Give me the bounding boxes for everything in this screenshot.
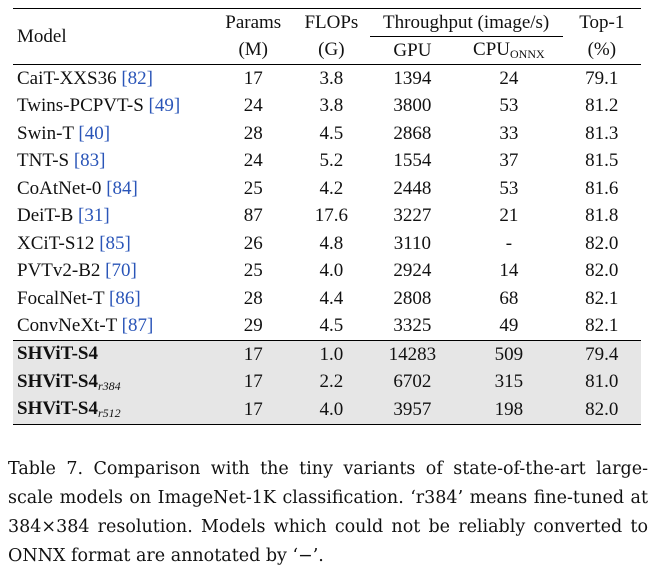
header-cpu <box>455 37 562 65</box>
resolution-subscript: r512 <box>97 406 121 421</box>
flops-cell: 4.5 <box>319 122 344 144</box>
params-cell: 25 <box>243 260 263 282</box>
flops-cell: 4.8 <box>319 232 344 254</box>
header-flops: FLOPs <box>304 11 359 33</box>
model-cell <box>13 93 213 121</box>
top1-cell: 82.0 <box>585 232 619 254</box>
gpu-cell: 3800 <box>393 95 432 117</box>
flops-cell: 4.2 <box>319 177 344 199</box>
model-name: TNT-S <box>17 150 74 172</box>
model-cell <box>13 230 213 258</box>
flops-cell: 4.0 <box>293 396 370 424</box>
citation-link: [87] <box>121 315 154 337</box>
cpu-cell: 24 <box>499 67 519 89</box>
header-top1: Top-1 <box>579 11 625 33</box>
gpu-cell: 3957 <box>370 396 455 424</box>
model-cell <box>13 258 213 286</box>
cpu-cell: 509 <box>455 341 562 369</box>
top1-cell: 81.2 <box>585 95 619 117</box>
model-cell <box>13 203 213 231</box>
model-name: SHViT-S4 <box>17 398 98 420</box>
header-params-unit: (M) <box>238 39 268 61</box>
table-row <box>13 120 641 148</box>
model-name: SHViT-S4 <box>17 370 98 392</box>
model-cell <box>13 369 213 397</box>
gpu-cell: 3325 <box>393 315 432 337</box>
cpu-cell: 21 <box>499 205 519 227</box>
params-cell: 24 <box>243 95 263 117</box>
model-name: CaiT-XXS36 <box>17 67 122 89</box>
header-model: Model <box>17 25 67 47</box>
top1-cell: 82.1 <box>585 315 619 337</box>
model-cell <box>13 148 213 176</box>
table-row <box>13 175 641 203</box>
model-name: Twins-PCPVT-S <box>17 95 149 117</box>
citation-link: [40] <box>78 122 111 144</box>
top1-cell: 82.1 <box>585 287 619 309</box>
cpu-cell: 33 <box>499 122 519 144</box>
model-name: Swin-T <box>17 122 79 144</box>
gpu-cell: 14283 <box>370 341 455 369</box>
citation-link: [84] <box>106 177 138 199</box>
citation-link: [82] <box>121 67 153 89</box>
top1-cell: 82.0 <box>563 396 641 424</box>
bottom-rule <box>13 424 641 425</box>
top1-cell: 82.0 <box>585 260 619 282</box>
gpu-cell: 2448 <box>393 177 432 199</box>
flops-cell: 4.4 <box>319 287 344 309</box>
flops-cell: 1.0 <box>293 341 370 369</box>
citation-link: [83] <box>73 150 106 172</box>
header-gpu: GPU <box>393 39 432 61</box>
header-params: Params <box>225 11 282 33</box>
header-throughput: Throughput (image/s) <box>370 9 563 37</box>
cpu-cell: 14 <box>499 260 519 282</box>
model-name: DeiT-B <box>17 205 79 227</box>
model-name: ConvNeXt-T <box>17 315 122 337</box>
gpu-cell: 1394 <box>393 67 432 89</box>
cpu-cell: - <box>505 232 513 254</box>
gpu-cell: 2924 <box>393 260 432 282</box>
cpu-cell: 53 <box>499 177 519 199</box>
header-cpu-label: CPU <box>473 39 511 60</box>
table-row <box>13 313 641 341</box>
table-row-ours <box>13 341 641 369</box>
table-row <box>13 148 641 176</box>
flops-cell: 2.2 <box>293 369 370 397</box>
table-row <box>13 93 641 121</box>
params-cell: 26 <box>243 232 263 254</box>
params-cell: 24 <box>243 150 263 172</box>
gpu-cell: 2868 <box>393 122 432 144</box>
citation-link: [31] <box>78 205 110 227</box>
params-cell: 17 <box>213 341 293 369</box>
model-cell <box>13 341 213 369</box>
params-cell: 17 <box>243 67 263 89</box>
citation-link: [49] <box>148 95 181 117</box>
comparison-table <box>13 8 641 425</box>
rows-body <box>13 65 641 424</box>
citation-link: [85] <box>99 232 131 254</box>
model-cell <box>13 285 213 313</box>
model-cell <box>13 120 213 148</box>
top1-cell: 81.5 <box>585 150 619 172</box>
header-top1-unit: (%) <box>587 39 617 61</box>
gpu-cell: 2808 <box>393 287 432 309</box>
cpu-cell: 68 <box>499 287 519 309</box>
table-row-ours <box>13 396 641 424</box>
model-name: PVTv2-B2 <box>17 260 106 282</box>
flops-cell: 3.8 <box>319 67 344 89</box>
table-caption: Table 7. Comparison with the tiny variants of state-of-the-art large-scale models on ImageNet-1K classification. ‘r384’ means fine-tuned at 384×384 resolution. Models which could not be reliably converted to ONNX format are annotated by ‘−’. <box>8 459 648 566</box>
flops-cell: 4.0 <box>319 260 344 282</box>
model-name: XCiT-S12 <box>17 232 100 254</box>
top1-cell: 81.8 <box>585 205 619 227</box>
table-row <box>13 258 641 286</box>
table-row <box>13 230 641 258</box>
params-cell: 17 <box>213 369 293 397</box>
top1-cell: 79.1 <box>585 67 619 89</box>
table-row <box>13 285 641 313</box>
model-cell <box>13 175 213 203</box>
table-row <box>13 65 641 93</box>
header-flops-unit: (G) <box>318 39 345 61</box>
model-name: SHViT-S4 <box>17 343 98 365</box>
params-cell: 25 <box>243 177 263 199</box>
table-row <box>13 203 641 231</box>
citation-link: [70] <box>105 260 137 282</box>
header-row-1 <box>13 9 641 37</box>
params-cell: 87 <box>243 205 263 227</box>
gpu-cell: 3110 <box>393 232 432 254</box>
model-cell <box>13 313 213 341</box>
resolution-subscript: r384 <box>97 378 121 393</box>
gpu-cell: 3227 <box>393 205 432 227</box>
table-row-ours <box>13 369 641 397</box>
flops-cell: 4.5 <box>319 315 344 337</box>
flops-cell: 17.6 <box>314 205 348 227</box>
params-cell: 17 <box>213 396 293 424</box>
params-cell: 28 <box>243 122 263 144</box>
top1-cell: 81.6 <box>585 177 619 199</box>
gpu-cell: 1554 <box>393 150 432 172</box>
cpu-cell: 53 <box>499 95 519 117</box>
top1-cell: 81.0 <box>563 369 641 397</box>
model-name: CoAtNet-0 <box>17 177 107 199</box>
top1-cell: 81.3 <box>585 122 619 144</box>
gpu-cell: 6702 <box>370 369 455 397</box>
flops-cell: 5.2 <box>319 150 344 172</box>
model-cell <box>13 65 213 93</box>
params-cell: 29 <box>243 315 263 337</box>
citation-link: [86] <box>109 287 141 309</box>
header-cpu-sub: ONNX <box>510 47 545 61</box>
cpu-cell: 37 <box>499 150 519 172</box>
model-name: FocalNet-T <box>17 287 109 309</box>
cpu-cell: 198 <box>455 396 562 424</box>
cpu-cell: 315 <box>455 369 562 397</box>
flops-cell: 3.8 <box>319 95 344 117</box>
model-cell <box>13 396 213 424</box>
params-cell: 28 <box>243 287 263 309</box>
cpu-cell: 49 <box>499 315 519 337</box>
top1-cell: 79.4 <box>563 341 641 369</box>
